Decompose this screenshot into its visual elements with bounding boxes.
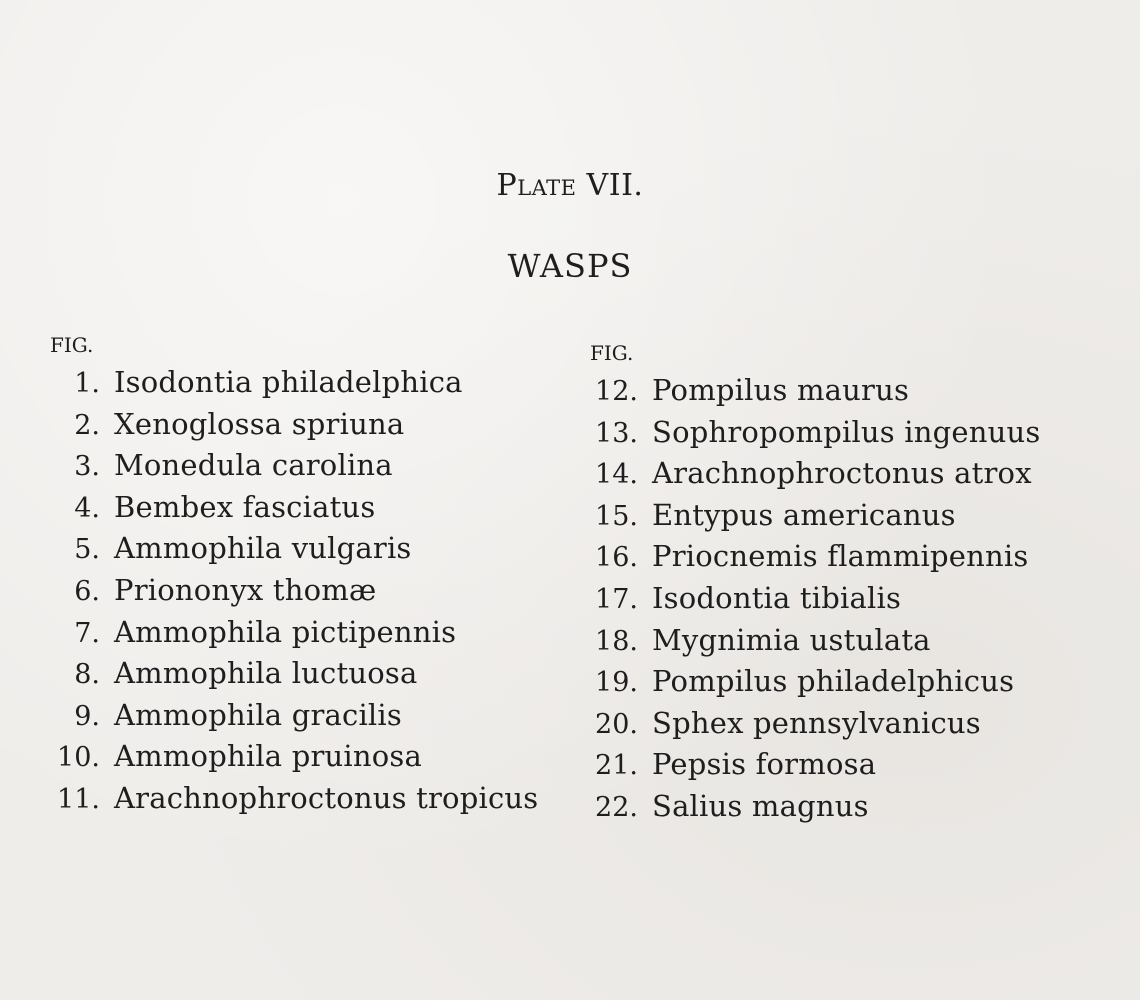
figure-number: 1.: [74, 368, 100, 399]
figure-number: 7.: [74, 617, 100, 649]
species-name: Monedula carolina: [114, 448, 393, 483]
list-item: [590, 453, 1041, 495]
fig-label-left: FIG.: [50, 333, 94, 357]
species-name: Arachnophroctonus tropicus: [114, 780, 539, 815]
figure-number: 3.: [74, 451, 100, 483]
species-name: Mygnimia ustulata: [652, 622, 931, 657]
list-item: [590, 536, 1041, 578]
section-title: WASPS: [507, 247, 633, 285]
list-item: [590, 703, 1041, 745]
species-name: Ammophila vulgaris: [114, 531, 412, 566]
species-name: Ammophila pruinosa: [114, 739, 422, 774]
list-item: [590, 412, 1041, 454]
list-item: [50, 445, 538, 487]
list-item: [590, 495, 1041, 537]
species-name: Isodontia tibialis: [652, 580, 902, 615]
list-item: [50, 653, 538, 695]
list-item: [50, 404, 538, 446]
list-item: [50, 778, 538, 820]
figure-number: 11.: [57, 783, 100, 815]
figure-number: 9.: [74, 700, 100, 732]
list-item: [590, 578, 1041, 620]
list-item: [590, 620, 1041, 662]
figure-number: 16.: [595, 542, 638, 574]
list-item: [590, 786, 1041, 828]
figure-number: 12.: [595, 376, 638, 407]
list-item: [50, 362, 538, 404]
figure-list-right: [590, 336, 1041, 828]
figure-number: 2.: [74, 409, 100, 441]
species-name: Ammophila luctuosa: [114, 656, 418, 691]
species-name: Arachnophroctonus atrox: [652, 456, 1032, 491]
figure-number: 15.: [595, 500, 638, 532]
species-name: Pompilus philadelphicus: [652, 664, 1015, 699]
figure-number: 4.: [74, 492, 100, 524]
species-name: Ammophila gracilis: [114, 697, 402, 732]
list-item: [590, 661, 1041, 703]
figure-number: 20.: [595, 708, 638, 740]
figure-list-left: [50, 328, 538, 820]
figure-number: 17.: [595, 583, 638, 615]
list-item: [50, 528, 538, 570]
species-name: Sphex pennsylvanicus: [652, 705, 981, 740]
species-name: Xenoglossa spriuna: [114, 406, 405, 441]
species-name: Sophropompilus ingenuus: [652, 414, 1041, 449]
figure-number: 10.: [57, 742, 100, 774]
figure-number: 19.: [595, 667, 638, 699]
figure-number: 21.: [595, 750, 638, 782]
list-item: [50, 736, 538, 778]
species-name: Pompilus maurus: [652, 373, 910, 407]
list-item: [50, 487, 538, 529]
list-item: [50, 695, 538, 737]
species-name: Isodontia philadelphica: [114, 365, 463, 399]
list-item: [590, 744, 1041, 786]
species-name: Ammophila pictipennis: [114, 614, 457, 649]
list-item: [50, 612, 538, 654]
figure-number: 14.: [595, 459, 638, 491]
plate-title: Plate VII.: [496, 168, 644, 203]
figure-number: 22.: [595, 791, 638, 823]
species-name: Entypus americanus: [652, 497, 956, 532]
species-name: Priocnemis flammipennis: [652, 539, 1029, 574]
figure-number: 8.: [74, 659, 100, 691]
figure-number: 18.: [595, 625, 638, 657]
list-item: [590, 370, 1041, 412]
species-name: Salius magnus: [652, 788, 869, 823]
figure-number: 5.: [74, 534, 100, 566]
species-name: Pepsis formosa: [652, 747, 877, 782]
figure-number: 13.: [595, 417, 638, 449]
species-name: Bembex fasciatus: [114, 489, 376, 524]
fig-label-right: FIG.: [590, 341, 634, 365]
figure-number: 6.: [74, 575, 100, 607]
list-item: [50, 570, 538, 612]
species-name: Priononyx thomæ: [114, 572, 377, 607]
